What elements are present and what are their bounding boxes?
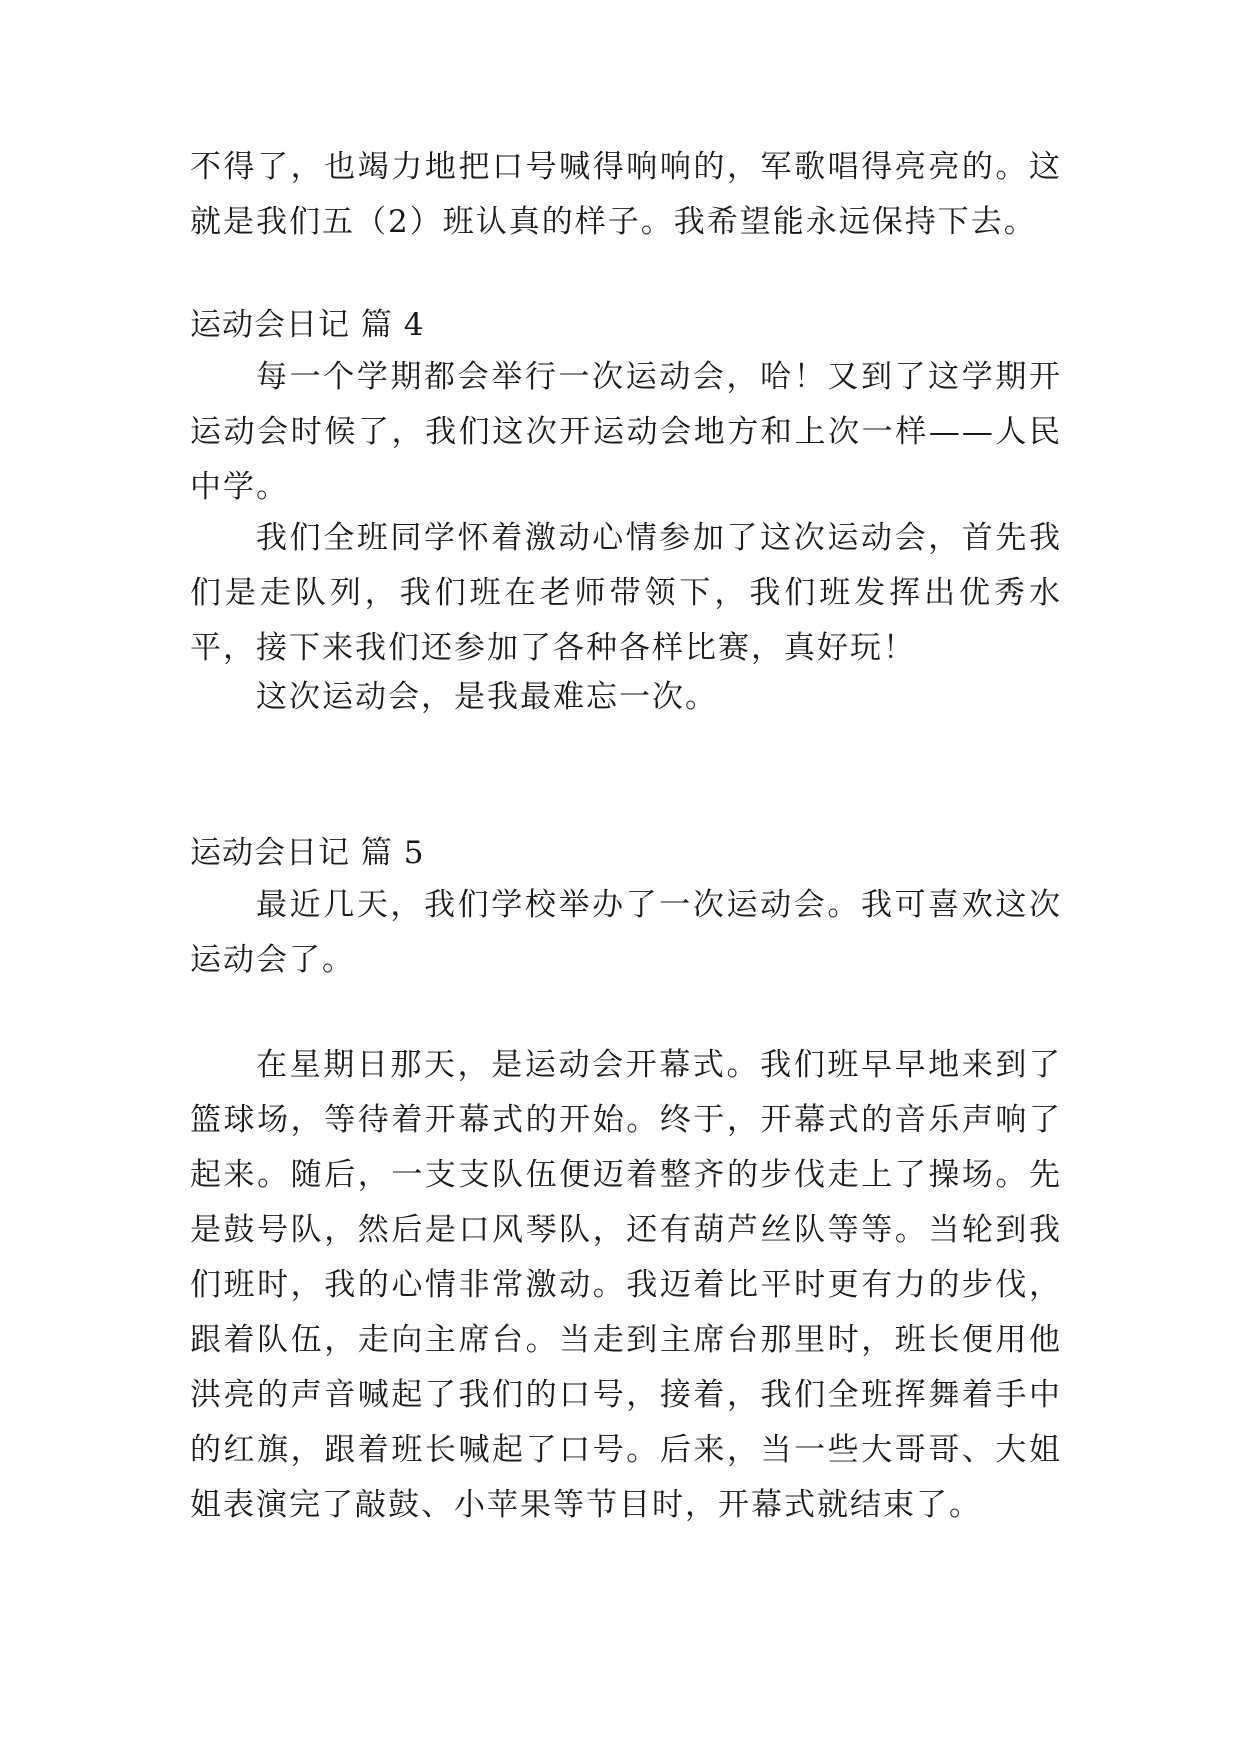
section-4-paragraph-1: 每一个学期都会举行一次运动会，哈！又到了这学期开运动会时候了，我们这次开运动会地方和上次一样——人民中学。 <box>190 359 1062 505</box>
continuation-paragraph: 不得了，也竭力地把口号喊得响响的，军歌唱得亮亮的。这就是我们五（2）班认真的样子。我希望能永远保持下去。 <box>190 149 1062 240</box>
section-4-paragraph-3: 这次运动会，是我最难忘一次。 <box>256 679 718 715</box>
section-5-heading: 运动会日记 篇 5 <box>190 835 425 871</box>
section-4-heading: 运动会日记 篇 4 <box>190 307 425 343</box>
section-5-paragraph-1: 最近几天，我们学校举办了一次运动会。我可喜欢这次运动会了。 <box>190 887 1062 978</box>
section-5-paragraph-2: 在星期日那天，是运动会开幕式。我们班早早地来到了篮球场，等待着开幕式的开始。终于，开幕式的音乐声响了起来。随后，一支支队伍便迈着整齐的步伐走上了操场。先是鼓号队，然后是口风琴队，还有葫芦丝队等等。当轮到我们班时，我的心情非常激动。我迈着比平时更有力的步伐，跟着队伍，走向主席台。当走到主席台那里时，班长便用他洪亮的声音喊起了我们的口号，接着，我们全班挥舞着手中的红旗，跟着班长喊起了口号。后来，当一些大哥哥、大姐姐表演完了敲鼓、小苹果等节目时，开幕式就结束了。 <box>190 1047 1062 1523</box>
section-4-paragraph-2: 我们全班同学怀着激动心情参加了这次运动会，首先我们是走队列，我们班在老师带领下，我们班发挥出优秀水平，接下来我们还参加了各种各样比赛，真好玩！ <box>190 520 1062 666</box>
